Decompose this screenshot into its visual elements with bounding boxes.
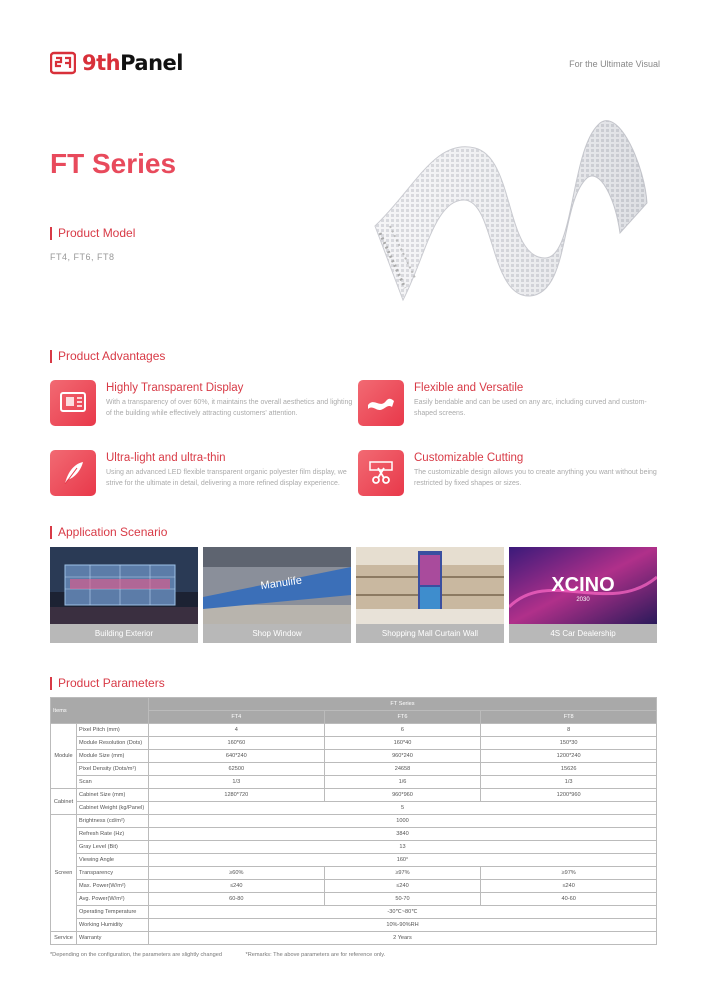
- param-value: 15626: [481, 763, 657, 776]
- scenario-card[interactable]: [356, 547, 504, 643]
- advantage-item: [358, 380, 658, 440]
- param-value: 640*240: [149, 750, 325, 763]
- param-value: 160°: [149, 854, 657, 867]
- product-model-heading: [50, 226, 135, 240]
- param-value: 6: [324, 724, 481, 737]
- param-label: Cabinet Weight (kg/Panel): [77, 802, 149, 815]
- brand-logo-icon: [50, 50, 76, 76]
- scenario-card[interactable]: [50, 547, 198, 643]
- table-row: [51, 763, 657, 776]
- model-header: FT4: [149, 711, 325, 724]
- advantage-title: Ultra-light and ultra-thin: [106, 452, 226, 464]
- dealership-sign-sub: 2030: [576, 597, 590, 603]
- hero-flexible-panel-image: [355, 108, 655, 308]
- advantage-item: [50, 450, 350, 510]
- brand-name-suffix: Panel: [120, 51, 183, 75]
- scenario-caption: Building Exterior: [50, 624, 198, 643]
- param-value: 10%-90%RH: [149, 919, 657, 932]
- param-value: 960*240: [324, 750, 481, 763]
- param-value: 1000: [149, 815, 657, 828]
- param-value: 1200*960: [481, 789, 657, 802]
- advantage-item: [50, 380, 353, 440]
- param-label: Working Humidity: [77, 919, 149, 932]
- param-label: Refresh Rate (Hz): [77, 828, 149, 841]
- model-header: FT8: [481, 711, 657, 724]
- table-row: [51, 841, 657, 854]
- scenario-caption: 4S Car Dealership: [509, 624, 657, 643]
- param-value: 40-60: [481, 893, 657, 906]
- group-service: Service: [51, 932, 77, 945]
- table-row: [51, 880, 657, 893]
- param-label: Operating Temperature: [77, 906, 149, 919]
- scissors-icon: [358, 450, 404, 496]
- car-dealership-image: [509, 547, 657, 624]
- scenario-caption: Shopping Mall Curtain Wall: [356, 624, 504, 643]
- param-value: 3840: [149, 828, 657, 841]
- shop-window-sign: Manulife: [259, 574, 303, 593]
- param-value: 160*60: [149, 737, 325, 750]
- dealership-sign: XCINO: [551, 574, 615, 596]
- parameters-table: [50, 697, 657, 945]
- param-label: Avg. Power(W/m²): [77, 893, 149, 906]
- scenario-card[interactable]: [203, 547, 351, 643]
- advantage-item: [358, 450, 658, 510]
- param-label: Cabinet Size (mm): [77, 789, 149, 802]
- advantages-heading-text: Product Advantages: [58, 349, 166, 363]
- brand-logo[interactable]: [50, 50, 183, 76]
- table-row: [51, 724, 657, 737]
- brand-name-prefix: 9th: [82, 51, 121, 75]
- param-label: Warranty: [77, 932, 149, 945]
- advantages-heading: [50, 349, 165, 363]
- product-model-heading-text: Product Model: [58, 226, 136, 240]
- shop-window-image: [203, 547, 351, 624]
- scenario-caption: Shop Window: [203, 624, 351, 643]
- flexible-panel-icon: [358, 380, 404, 426]
- advantage-desc: The customizable design allows you to create anything you want without being restricted by fixed shapes or sizes.: [414, 469, 657, 487]
- advantage-desc: With a transparency of over 60%, it maintains the overall aesthetics and lighting of the building while effectively attracting customers' attention.: [106, 399, 353, 417]
- header: [50, 50, 660, 80]
- tagline: For the Ultimate Visual: [569, 59, 660, 69]
- advantage-desc: Easily bendable and can be used on any arc, including curved and custom-shaped screens.: [414, 399, 647, 417]
- series-header: FT Series: [149, 698, 657, 711]
- table-row: [51, 906, 657, 919]
- param-value: 960*960: [324, 789, 481, 802]
- table-row: [51, 789, 657, 802]
- param-value: 160*40: [324, 737, 481, 750]
- param-value: ≥60%: [149, 867, 325, 880]
- footnote: *Depending on the configuration, the parameters are slightly changed: [50, 952, 222, 958]
- model-header: FT6: [324, 711, 481, 724]
- table-row: [51, 893, 657, 906]
- shopping-mall-image: [356, 547, 504, 624]
- table-row: [51, 815, 657, 828]
- param-value: ≤240: [324, 880, 481, 893]
- param-value: 1/3: [481, 776, 657, 789]
- table-row: [51, 867, 657, 880]
- param-value: 13: [149, 841, 657, 854]
- param-label: Module Resolution (Dots): [77, 737, 149, 750]
- table-row: [51, 776, 657, 789]
- footnotes: [50, 952, 407, 958]
- parameters-heading-text: Product Parameters: [58, 676, 165, 690]
- param-label: Transparency: [77, 867, 149, 880]
- param-label: Pixel Pitch (mm): [77, 724, 149, 737]
- table-row: [51, 932, 657, 945]
- advantage-title: Highly Transparent Display: [106, 382, 244, 394]
- param-value: 5: [149, 802, 657, 815]
- group-module: Module: [51, 724, 77, 789]
- building-exterior-image: [50, 547, 198, 624]
- param-value: 150*30: [481, 737, 657, 750]
- param-label: Gray Level (Bit): [77, 841, 149, 854]
- param-label: Module Size (mm): [77, 750, 149, 763]
- param-value: 1/3: [149, 776, 325, 789]
- param-label: Max. Power(W/m²): [77, 880, 149, 893]
- transparent-display-icon: [50, 380, 96, 426]
- param-label: Pixel Density (Dots/m²): [77, 763, 149, 776]
- param-value: 8: [481, 724, 657, 737]
- param-value: 24658: [324, 763, 481, 776]
- items-header: Items: [51, 698, 149, 724]
- table-row: [51, 737, 657, 750]
- param-value: 4: [149, 724, 325, 737]
- param-label: Scan: [77, 776, 149, 789]
- scenario-heading-text: Application Scenario: [58, 525, 168, 539]
- param-value: 50-70: [324, 893, 481, 906]
- table-row: [51, 750, 657, 763]
- series-title: FT Series: [50, 148, 177, 179]
- advantage-title: Customizable Cutting: [414, 452, 524, 464]
- scenario-card[interactable]: [509, 547, 657, 643]
- scenario-gallery: [50, 547, 657, 643]
- param-value: ≥97%: [324, 867, 481, 880]
- param-value: 1200*240: [481, 750, 657, 763]
- group-cabinet: Cabinet: [51, 789, 77, 815]
- footnote: *Remarks: The above parameters are for reference only.: [245, 952, 386, 958]
- param-value: 1/6: [324, 776, 481, 789]
- param-label: Viewing Angle: [77, 854, 149, 867]
- param-value: ≤240: [481, 880, 657, 893]
- table-row: [51, 828, 657, 841]
- param-value: ≤240: [149, 880, 325, 893]
- table-row: [51, 919, 657, 932]
- param-label: Brightness (cd/m²): [77, 815, 149, 828]
- param-value: 1280*720: [149, 789, 325, 802]
- advantage-title: Flexible and Versatile: [414, 382, 524, 394]
- param-value: -30℃~80℃: [149, 906, 657, 919]
- product-models: FT4, FT6, FT8: [50, 252, 115, 262]
- feather-icon: [50, 450, 96, 496]
- param-value: ≥97%: [481, 867, 657, 880]
- parameters-heading: [50, 676, 165, 690]
- table-row: [51, 854, 657, 867]
- param-value: 60-80: [149, 893, 325, 906]
- param-value: 62500: [149, 763, 325, 776]
- group-screen: Screen: [51, 815, 77, 932]
- scenario-heading: [50, 525, 167, 539]
- table-row: [51, 802, 657, 815]
- param-value: 2 Years: [149, 932, 657, 945]
- advantage-desc: Using an advanced LED flexible transparent organic polyester film display, we strive for the ultimate in detail, delivering a more refined display experience.: [106, 469, 347, 487]
